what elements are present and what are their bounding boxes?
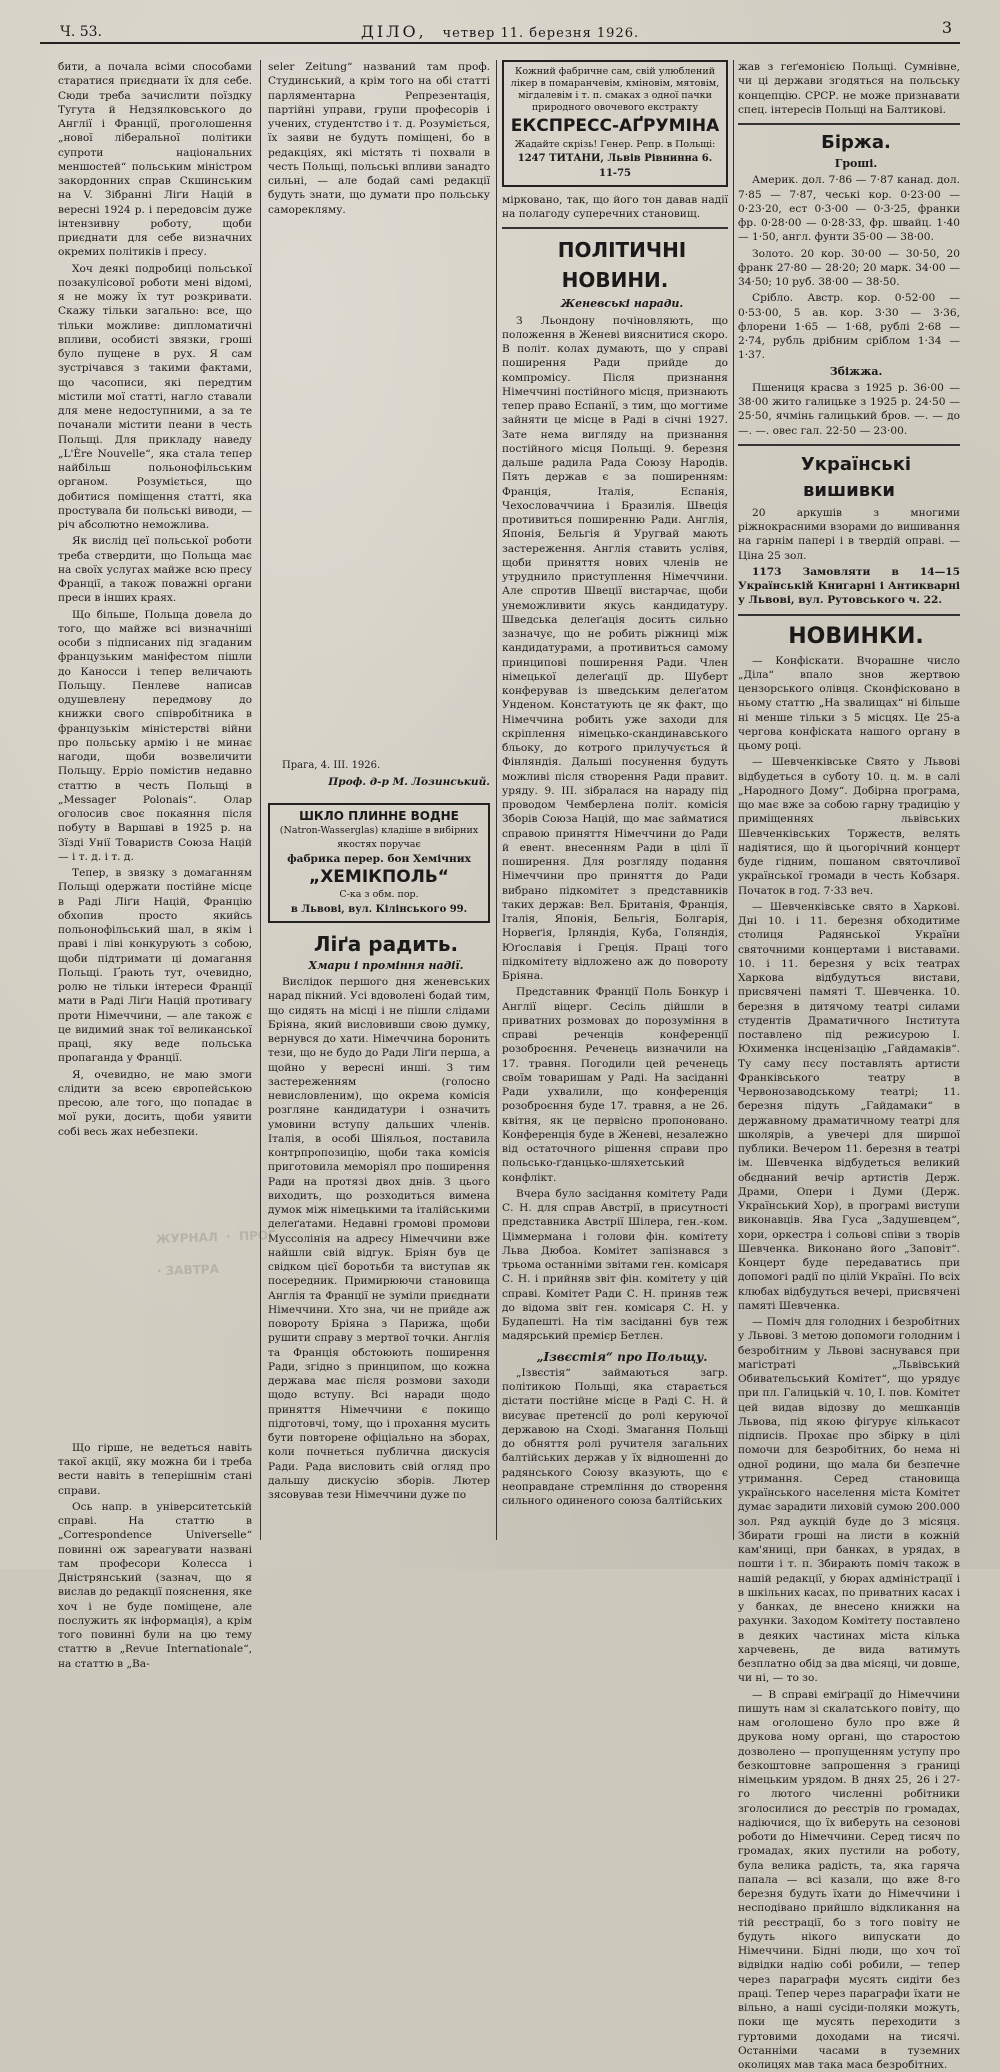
page-label: Ч. 53. [60, 24, 102, 40]
article-paragraph: Що гірше, не ведеться навіть такої акції, яку можна би і треба вести навіть в теперішнім стані справи. [58, 1441, 252, 1498]
article-paragraph: Ось напр. в університетській справі. На статтю в „Correspondence Universelle“ повинні ож зареагувати названі там професори Колесса і Дністрянський (зазнач, що я вислав до редакції пояснення, яке хоч і не буде поміщене, але послужить як інформація), а крім того повинні були на цю тему статтю в „Revue Internationale“, на статтю в „Ba- [58, 1500, 252, 1671]
article-paragraph: seler Zeitung“ названий там проф. Студинський, а крім того на обі статті парляментарна Репрезентація, партійні управи, групи професорів і учених, студентство і т. д. Розуміється, їх заяви не будуть поміщені, бо в редакціях, які містять ті похвали в честь Польщі, польські впливи занадто сильні, — але бодай самі редакції будуть знати, що думати про польську саморекляму. [268, 60, 490, 217]
section-divider [738, 444, 960, 446]
article-subheadline: Хмари і проміння надії. [268, 959, 490, 973]
column-rule [496, 60, 497, 1540]
section-divider [738, 123, 960, 125]
article-paragraph: жав з геґемонією Польщі. Сумнівне, чи ці держави згодяться на польську концепцію. СРСР. не може признавати спец. інтересів Польщі на Балтикові. [738, 60, 960, 117]
section-headline: Біржа. [738, 131, 960, 155]
exchange-rates: Америк. дол. 7·86 — 7·87 канад. дол. 7·85 — 7·87, чеські кор. 0·23·00 — 0·23·20, ест 0·3·00 — 0·3·25, франки фр. 0·28·00 — 0·28·33, фр. швайц. 1·40 — 1·50, англ. фунти 35·00 — 38·00. [738, 173, 960, 244]
article-paragraph: Вислідок першого дня женевських нарад пікний. Усі вдоволені бодай тим, що сидять на місці і не пішли слідами Бріяна, який висловивши свою думку, вернувся до хати. Німеччина боронить тези, що не будо до Ради Ліґи перша, а щойно у вересні инші. З тим застереженням (голосно невисловленим), що окрема комісія розгляне кандидатури і означить умовини вступу дальших членів. Італія, в особі Шіяльоя, поставила контрпропозицію, щоби така комісія приготовила меморіял про поширення Ради на протязі двох днів. З цього виходить, що розходиться вимена думок між німецькими та італійськими делеґатами. Недавні громові промови Муссолінія на адресу Німеччини вже найшли свій відгук. Бріян був це свідком цієї боротьби та виступав як посередник. Примирюючи становища Англія та Франції не зуміли приєднати Німеччини. Хто зна, чи не прийде аж повороту Бріяна з Парижа, щоби рушити справу з мертвої точки. Англія та Франція обстоюють поширення Ради, згідно з принципом, що кожна держава має після розмови заходи щодо вступу. Всі наради щодо приняття Німеччини є покищо підготовчі, тому, що і прохання мусить бути повторене офіціально на зборах, коли почнеться публична дискусія Ради. Рада висловить свій огляд про дальшу дискусію зборів. Лютер зясовував тези Німеччини дуже по [268, 975, 490, 1502]
section-subheadline: Збіжжа. [738, 365, 960, 379]
section-subheadline: Гроші. [738, 157, 960, 171]
news-item: — Поміч для голодних і безробітних у Львові. З метою допомоги голодним і безробітним у Львові заснувався при магістраті „Львівський Обивательський Комітет“, що урядує при пл. Галицькій ч. 10, І. пов. Комітет цей видав відозву до мешканців Львова, під якою фіґурує кількасот підписів. Прохає про збірку в цілі помочи для безробітних, бо нема ні одної родини, що мала би безпечне утримання. Серед становища українського населення міста Комітет думає зарадити лиховій сумою 200.000 зол. Ряд аукцій буде до 3 місяця. Збирати гроші на листи в кожній кам'яниці, при банках, в урядах, в пошти і т. п. Збирають поміч також в нашій редакції, у бюрах адміністрації і в шкільних касах, по приватних касах і у банках, де внесено книжки на рахунки. Заходом Комітету поставлено в деяких частинах міста кілька харчевень, де вида ватимуть безплатно обід за два місяці, чи довше, чи ні, — то зо. [738, 1315, 960, 1686]
article-paragraph: бити, а почала всіми способами старатися приєднати їх для себе. Сюди треба зачислити поїздку Тугута й Недзялковського до Англії і Франції, проголошення „нової ліберальної політики супроти національних меншостей“ польським міністром закордонних справ Скшинським на V. Зібранні Ліґи Націй в вересні 1924 р. і передовсім дуже інтензивну роботу, щоби приєднати для себе визначних окремих політиків і пресу. [58, 60, 252, 260]
blank-area [58, 1141, 252, 1441]
article-signature: Проф. д-р М. Лозинський. [268, 775, 490, 789]
ad-line: С-ка з обм. пор. [276, 888, 482, 902]
article-paragraph: Представник Франції Поль Бонкур і Англії віцерг. Сесіль дійшли в приватних розмовах до порозуміння в справі реченців конференції розоброєння. Реченець визначили на 17. травня. Погодили цей реченець своїм товаришам у Раді. На засіданні Ради ухвалили, що конференція розоброєння буде 17. травня, а не 26. квітня, як це первісно пропоновано. Конференція буде в Женеві, незалежно від остаточного рішення справи про польсько-ґданцько-шляхетський конфлікт. [502, 985, 728, 1185]
newspaper-title: ДІЛО, [361, 22, 427, 41]
article-paragraph: Як вислід цеї польської роботи треба ствердити, що Польща має на своїх услугах майже всю пресу Франції, а також поважні органи преси в інших краях. [58, 534, 252, 605]
blank-area [268, 219, 490, 759]
article-paragraph: Я, очевидно, не маю змоги слідити за всею європейською пресою, але того, що попадає в мої руки, досить, щоби уявити собі весь жах небезпеки. [58, 1068, 252, 1139]
column-rule [733, 60, 734, 1540]
masthead-center [40, 22, 960, 41]
article-paragraph: Хоч деякі подробиці польської позакулісової роботи мені відомі, я не можу їх тут розкривати. Скажу тільки загально: все, що тільки можливе: дипломатичні впливи, особисті звязки, гроші було пущене в рух. Я сам зустрічався з такими фактами, що часописи, які передтим містили мої статті, нагло ставали для мене недоступними, а за те почанали містити пеани в честь Польщі. Для прикладу наведу „L'Ère Nouvelle“, яка стала тепер найбільш польонофільським органом. Розуміється, що добитися поміщення статті, яка простувала би польські виводи, — річ абсолютно неможлива. [58, 262, 252, 533]
ad-line: фабрика перер. бон Хемічних [276, 852, 482, 866]
issue-date: четвер 11. березня 1926. [443, 26, 640, 41]
article-dateline: Прага, 4. III. 1926. [268, 759, 490, 773]
ad-line: ШКЛО ПЛИННЕ ВОДНЕ [276, 809, 482, 823]
news-item: — Шевченківське свято в Харкові. Дні 10. і 11. березня обходитиме столиця Радянської України святочними концертами і виставами. 10. і 11. березня у всіх театрах Харкова відбудуться вистави, присвячені памяті Т. Шевченка. 10. березня в дитячому театрі силами студентів Драматичного Інститута поставлено під режисурою І. Юхименка інсценізацію „Гайдамаків“. Ту саму пєсу поставлять артисти Франківського театру в Червонозаводському театрі; 11. березня підуть „Гайдамаки“ в державному драматичному театрі для школярів, а увечері для ширшої публики. Вечером 11. березня в театрі ім. Шевченка відбудеться великий обєднаний вечір артистів Держ. Драми, Опери і Думи (Держ. Український Хор), в програмі виступи виконавців. Ява Гуса „Задушевцем“, хори, оркестра і сольові співи з творів Шевченка. Виконано його „Заповіт“. Концерт буде передаватись при допомогі радії по цілій Україні. По всіх клюбах відбудуться вечері, присвячені памяті Шевченка. [738, 900, 960, 1313]
article-paragraph: мірковано, так, що його тон давав надії на полагоду суперечних становищ. [502, 193, 728, 222]
column-2 [268, 60, 490, 1540]
column-3 [502, 60, 728, 1540]
section-headline: НОВИНКИ. [738, 622, 960, 652]
article-paragraph: З Льондону почіновляють, що положення в Женеві вияснитися скоро. В політ. колах думають, що у справі поширення Ради прийде до компромісу. Після признання Німеччині постійного місця, признають тепер право Еспанії, з тим, що могтиме зайняти це місце в Раді в січні 1927. Зате нема вигляду на признання постійного місця Польщі. 9. березня дальше радила Рада Союзу Народів. Пять держав є за поширенням: Франція, Італія, Еспанія, Чехословаччина і Бразилія. Швеція противиться поширенню Ради. Англія, Японія, Бельгія й Уругвай мають застереження. Англія ставить услівя, щоби приняття нових членів не утруднило приступлення Німеччини. Але спротив Швеції вистарчає, щоби унеможливити якусь кандидатуру. Шведська делеґація досить сильно зазначує, що не робить ріжниці між кандидатурами, а противиться самому принципові поширення Ради. Член німецької делеґації др. Шуберт конферував із шведським делеґатом Унденом. Констатують це як факт, що Німеччина робить уже заходи для скріплення німецько-скандинавського бльоку, до котрого прилучується й Фінляндія. Дальші посунення будуть можливі після створення Ради правит. уряду. 9. III. зібралася на нараду під проводом Чемберлена політ. комісія Зборів Союза Націй, що має займатися справою приняття Німеччини до Ради й евент. внесенням Ради в цілі її поширення. Для розгляду подання Німеччини про приняття до Ради вибрано підкомітет з представників таких держав: Вел. Британія, Франція, Італія, Японія, Бельгія, Болгарія, Норвеґія, Ірляндія, Куба, Голяндія, Юґославія і Греція. Праці того підкомітету відложено аж до повороту Бріяна. [502, 314, 728, 984]
article-headline: Ліґа радить. [268, 931, 490, 957]
faded-stamp: ЖУРНАЛ · ПРОГ · ЗАВТРА [155, 1219, 281, 1383]
page-number: 3 [942, 18, 952, 37]
advertisement-text: 1173 Замовляти в 14—15 Українській Книгарні і Антикварні у Львові, вул. Рутовського ч. 22. [738, 565, 960, 608]
article-paragraph: Тепер, в звязку з домаганням Польщі одержати постійне місце в Раді Ліґи Націй, Францію обхопив просто якийсь польонофільський шал, в якім і праві і ліві конкурують з собою, щоби підтримати ці домагання Польщі. Ґрають тут, очевидно, ролю не тільки інтереси Франції мати в Раді Ліґи Націй противагу проти Німеччини, — але також є це видимий знак тої великанської праці, яку веде польська пропаганда у Франції. [58, 866, 252, 1066]
section-divider [738, 614, 960, 616]
ad-line: в Львові, вул. Кілінського 99. [276, 903, 482, 917]
advertisement-khemipol [268, 803, 490, 923]
advertisement-text: 20 аркушів з многими ріжнокрасними взорами до вишивання на гарнім папері і в твердій оправі. — Ціна 25 зол. [738, 506, 960, 563]
exchange-rates: Срібло. Австр. кор. 0·52·00 — 0·53·00, 5 ав. кор. 3·30 — 3·36, флорени 1·65 — 1·68, рублі 2·68 — 2·74, рубль дрібним сріблом 1·34 — 1·37. [738, 291, 960, 362]
section-divider [502, 227, 728, 229]
article-headline: „Ізвєстія“ про Польщу. [502, 1350, 728, 1364]
ad-line: Кожний фабричне сам, свій улюблений лікер в помаранчевім, кміновім, мятовім, мігдалевім і т. п. смаках з одної пачки природного овочевого екстракту [510, 66, 720, 114]
advertisement-agrumina [502, 60, 728, 187]
grain-prices: Пшениця красва з 1925 р. 36·00 — 38·00 жито галицьке з 1925 р. 24·50 — 25·50, ячмінь галицький бров. —. — до —. —. овес гал. 22·50 — 23·00. [738, 381, 960, 438]
news-item: — Конфіскати. Вчорашне число „Діла“ впало знов жертвою цензорського олівця. Сконфісковано в ньому статтю „На звалищах“ ні більше ні менше тільки з 5 місцях. Це 25-а чергова конфіската нашого органу в цьому році. [738, 654, 960, 754]
article-paragraph: Вчера було засідання комітету Ради С. Н. для справ Австрії, в присутності представника Австрії Шілера, ген.-ком. Ціммермана і голови фін. комітету Льва Дюбоа. Комітет запізнався з трьома останніми звітами ген. комісаря С. Н. і прийняв звіт фін. комітету у цій справі. Комітет Ради С. Н. приняв теж до відома звіт ген. комісаря С. Н. у Будапешті. На тім засіданні був теж мадярський премієр Бетлєн. [502, 1187, 728, 1344]
masthead [40, 18, 960, 44]
article-paragraph: „Ізвєстія“ займаються загр. політикою Польщі, яка старається дістати постійне місце в Раді С. Н. й висуває претенсії до ролі керуючої державою на Сході. Змагання Польщі до обняття ролі ручителя загальних балтійських держав у їх відношенні до радянського Союзу вказують, що є неоправдане стремління до створення сильного одиненого союза балтійських [502, 1366, 728, 1509]
news-item: — В справі еміґрації до Німеччини пишуть нам зі скалатського повіту, що нам оголошено було про вже й друкова ному органі, що старостою дозволено — пропущенням уступу про безкоштовне запрошення з границі німецьким урядом. В днях 25, 26 і 27-го лютого численні робітники зголосилися до реєстрів по громадах, надіючися, що їх виберуть на сезонові роботи до Німеччини. Серед тисяч по громадах, яких пустили на роботу, була велика радість, та, яка гаряча папала — всі казали, що вже 8-го березня будуть їхати до Німеччини і несподівано прийшло відкликання на тій реєстрації, бо з того повіту не будуть нікого випускати до Німеччини. Бідні люди, що хоч тої відвідки надію собі робили, — тепер через параграфи мусять сидіти без праці. Тепер через параграфи їхати не вільно, а наші сусіди-поляки можуть, поки ще мусять переходити з гуртовими доходами на тисячі. Останніми часами в туземних околицях мав така маса безробітних. [738, 1688, 960, 2072]
ad-line: 1247 ТИТАНИ, Львів Рівнинна 6. 11-75 [510, 152, 720, 181]
ad-line: Жадайте скрізь! Генер. Репр. в Польщі: [510, 138, 720, 152]
exchange-rates: Золото. 20 кор. 30·00 — 30·50, 20 франк 27·80 — 28·20; 20 марк. 34·00 — 34·50; 10 руб. 38·00 — 38·50. [738, 247, 960, 290]
news-item: — Шевченківське Свято у Львові відбудеться в суботу 10. ц. м. в салі „Народного Дому“. Добірна програма, що має вже за собою гарну традицію у приміщеннях львівських Шевченківських Торжеств, велять надіятися, що й цьогорічний концерт буде гідним, пошаном святочливої української громади в честь Кобзаря. Початок в год. 7·33 веч. [738, 755, 960, 898]
ad-brand: ЕКСПРЕСС-АҐРУМІНА [510, 114, 720, 138]
article-subheadline: Женевські наради. [502, 297, 728, 311]
advertisement-headline: Українські вишивки [738, 452, 960, 504]
article-paragraph: Що більше, Польща довела до того, що майже всі визначніші особи з підписаних під згаданим французьким маніфестом пішли до Каносси і тепер величають Польщу. Пенлеве написав одушевлену передмову до книжки свого співробітника в французькім міністерстві війни про польську армію і не минає нагоди, щоби возвеличити Польщу. Ерріо помістив недавно статтю в честь Польщі в „Messager Polonais“. Олар оголосив своє покаяння після побуту в Варшаві в 1925 р. на Зїзді Унії Товариств Союза Націй — і т. д. і т. д. [58, 608, 252, 865]
column-1 [58, 60, 252, 1540]
section-headline: ПОЛІТИЧНІ НОВИНИ. [502, 235, 728, 295]
column-4 [738, 60, 960, 1540]
ad-line: (Natron-Wasserglas) кладіше в вибірних якостях поручає [276, 824, 482, 853]
ad-brand: „ХЕМІКПОЛЬ“ [276, 866, 482, 888]
